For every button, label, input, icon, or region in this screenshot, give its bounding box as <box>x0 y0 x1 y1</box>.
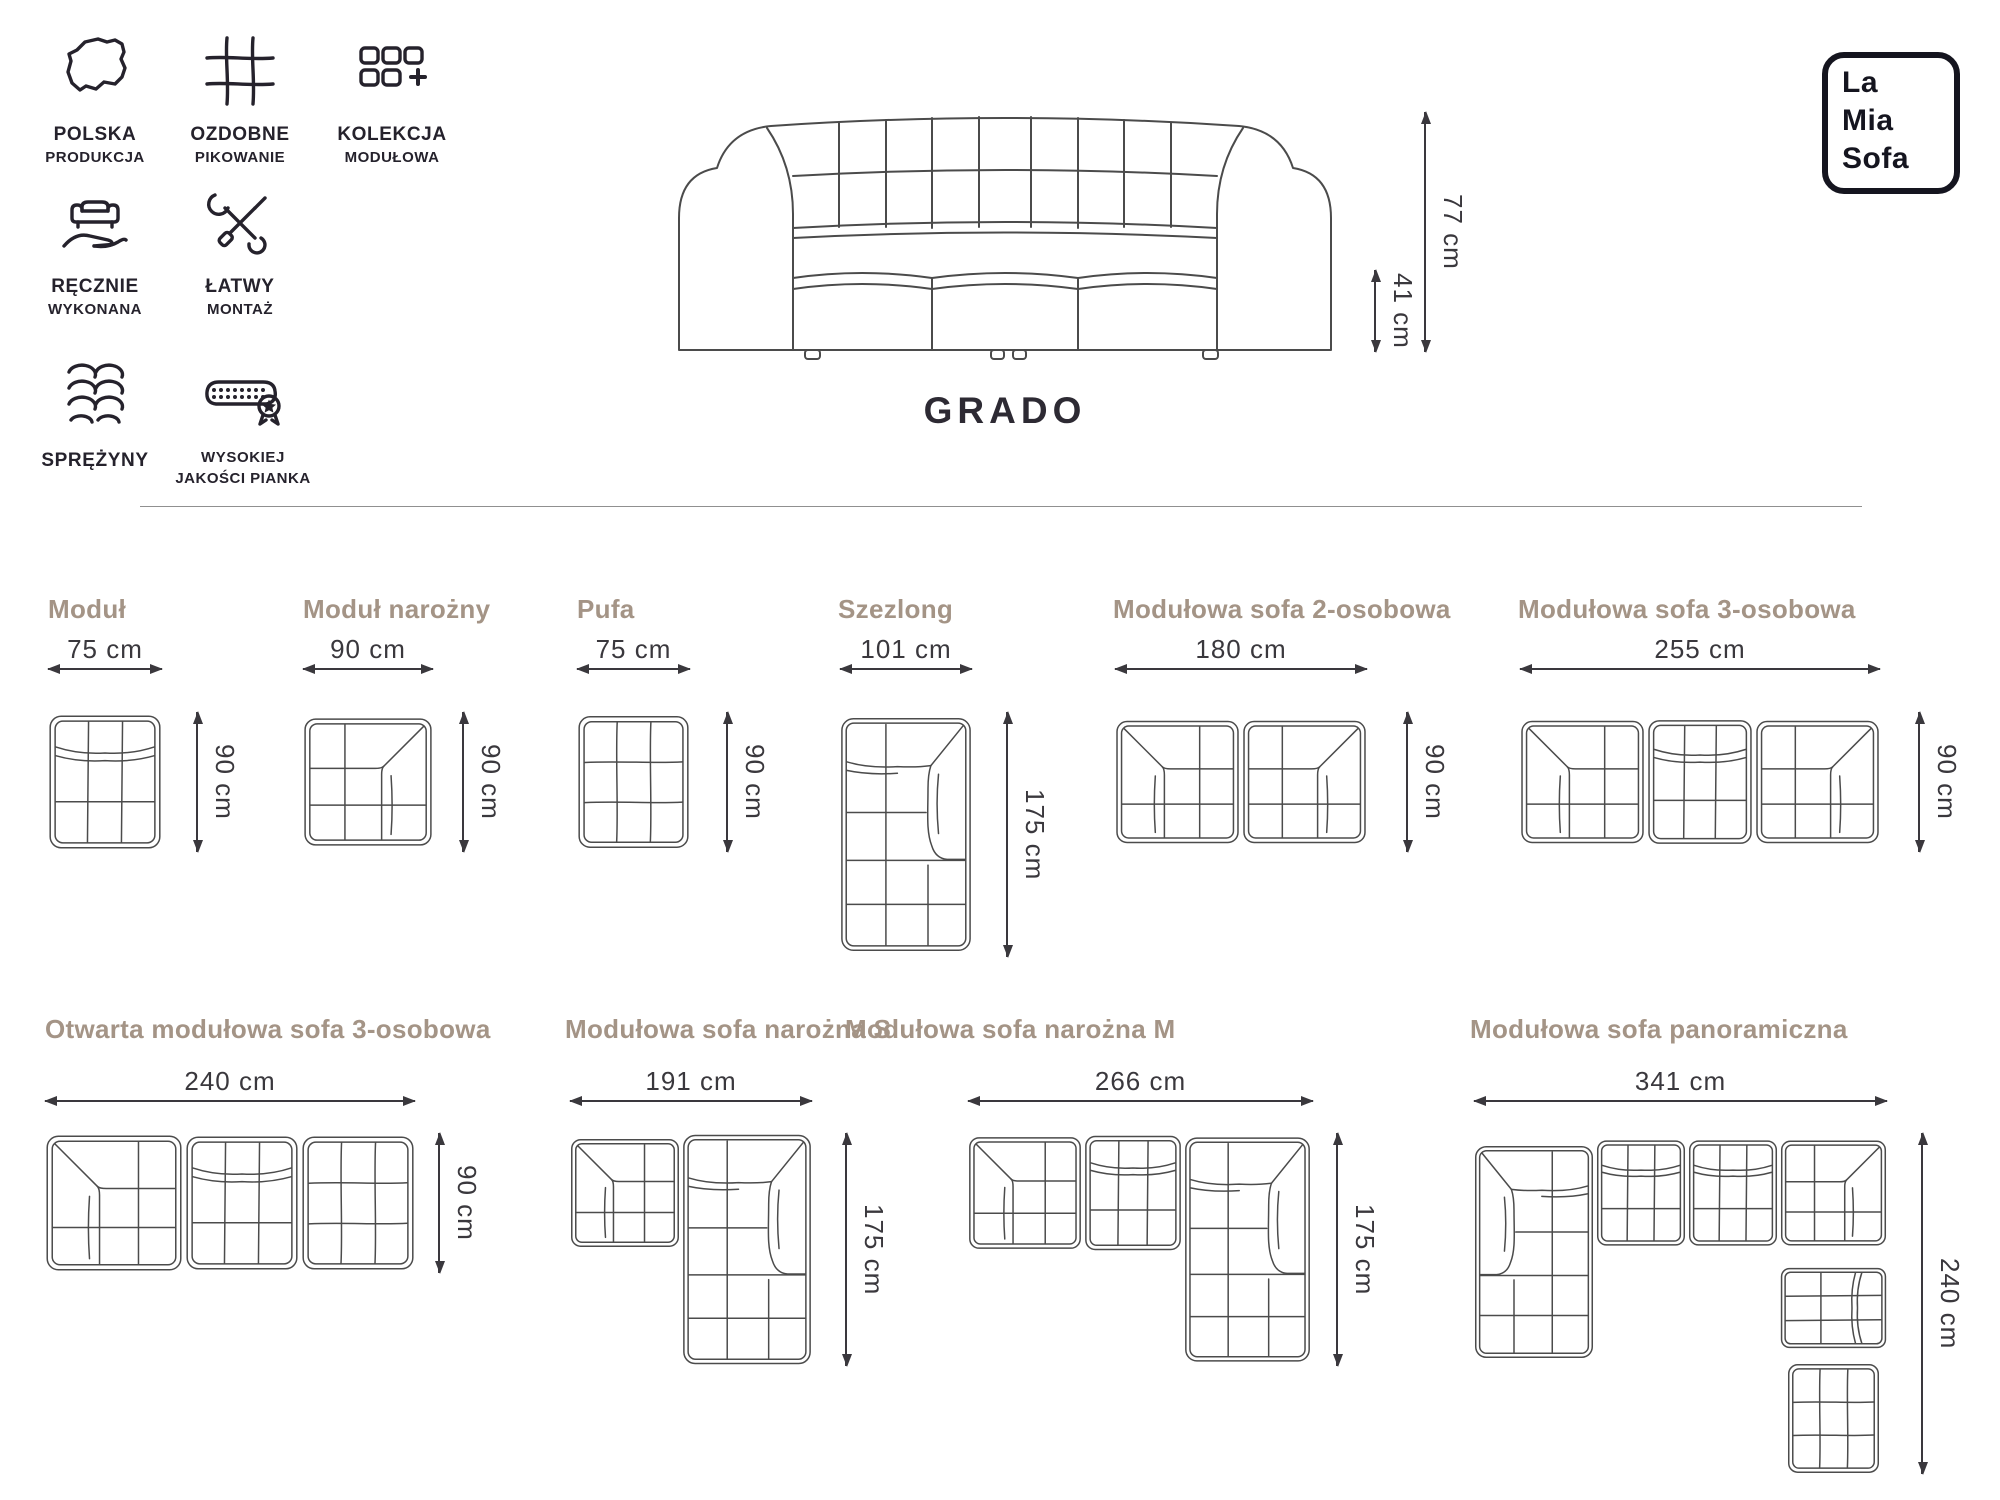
product-name: Modułowa sofa panoramiczna <box>1470 1014 1848 1044</box>
feature-sublabel: PIKOWANIE <box>194 148 286 166</box>
height-dimension-label: 90 cm <box>476 744 506 820</box>
height-dimension-arrow <box>1406 712 1408 852</box>
feature-recznie-wykonana <box>20 178 170 320</box>
feature-label: KOLEKCJA <box>337 124 447 145</box>
product-name: Otwarta modułowa sofa 3-osobowa <box>45 1014 491 1044</box>
logo-line: Sofa <box>1842 142 1910 175</box>
height-dimension-arrow <box>845 1133 847 1366</box>
chaise-top-view <box>840 712 972 957</box>
total-height-label: 77 cm <box>1438 194 1468 270</box>
height-dimension-arrow <box>196 712 198 852</box>
seat-height-arrow <box>1374 270 1376 352</box>
width-dimension-label: 101 cm <box>860 634 952 664</box>
feature-sublabel: WYKONANA <box>48 300 142 318</box>
feature-sublabel: MONTAŻ <box>206 300 274 318</box>
width-dimension-arrow <box>303 668 433 670</box>
tools-icon <box>197 178 283 266</box>
poland-map-icon <box>52 26 138 114</box>
open-sofa-3seat-top-view <box>45 1133 415 1273</box>
width-dimension-label: 341 cm <box>1634 1066 1727 1096</box>
product-name: Modułowa sofa 3-osobowa <box>1518 594 1856 624</box>
feature-sublabel: PRODUKCJA <box>45 148 145 166</box>
height-dimension-label: 175 cm <box>1350 1203 1380 1296</box>
width-dimension-label: 255 cm <box>1654 634 1746 664</box>
sofa-3seat-top-view <box>1520 712 1880 852</box>
panoramic-sofa-top-view <box>1474 1133 1887 1474</box>
module-top-view <box>48 712 162 852</box>
product-name: Modułowa sofa narożna S <box>565 1014 892 1044</box>
width-dimension-label: 180 cm <box>1195 634 1287 664</box>
height-dimension-arrow <box>1336 1133 1338 1366</box>
logo-line: Mia <box>1842 104 1894 137</box>
width-dimension-label: 266 cm <box>1094 1066 1187 1096</box>
sofa-front-view-drawing <box>655 78 1355 368</box>
quilting-grid-icon <box>197 26 283 114</box>
product-name: Moduł <box>48 594 127 624</box>
product-name: Modułowa sofa 2-osobowa <box>1113 594 1451 624</box>
logo-line: La <box>1842 66 1879 99</box>
modular-collection-icon <box>349 26 435 114</box>
product-name: Szezlong <box>838 594 954 624</box>
corner-sofa-s-top-view <box>570 1133 812 1366</box>
height-dimension-arrow <box>1918 712 1920 852</box>
width-dimension-arrow <box>1115 668 1367 670</box>
height-dimension-label: 175 cm <box>1020 788 1050 881</box>
width-dimension-arrow <box>48 668 162 670</box>
width-dimension-arrow <box>968 1100 1313 1102</box>
feature-ozdobne-pikowanie <box>165 26 315 168</box>
feature-label: ŁATWY <box>205 276 275 297</box>
height-dimension-label: 90 cm <box>740 744 770 820</box>
product-name: Modułowa sofa narożna M <box>845 1014 1176 1044</box>
feature-wysokiej-jakosci-pianka <box>148 352 338 489</box>
corner-sofa-m-top-view <box>968 1133 1311 1366</box>
width-dimension-label: 191 cm <box>645 1066 737 1096</box>
width-dimension-arrow <box>577 668 690 670</box>
width-dimension-arrow <box>840 668 972 670</box>
width-dimension-label: 240 cm <box>184 1066 276 1096</box>
feature-label: SPRĘŻYNY <box>41 450 149 471</box>
handmade-sofa-hand-icon <box>52 178 138 266</box>
feature-label: RĘCZNIE <box>51 276 139 297</box>
feature-label: POLSKA <box>53 124 137 145</box>
feature-sublabel: MODUŁOWA <box>344 148 440 166</box>
feature-latwy-montaz <box>165 178 315 320</box>
feature-label: WYSOKIEJ <box>201 449 285 466</box>
width-dimension-label: 90 cm <box>330 634 406 664</box>
width-dimension-arrow <box>570 1100 812 1102</box>
sofa-2seat-top-view <box>1115 712 1367 852</box>
section-divider <box>140 506 1862 507</box>
corner-module-top-view <box>303 712 433 852</box>
feature-polska-produkcja <box>20 26 170 168</box>
springs-icon <box>52 352 138 440</box>
height-dimension-label: 240 cm <box>1935 1257 1965 1350</box>
width-dimension-arrow <box>1520 668 1880 670</box>
brand-logo <box>1822 52 1960 194</box>
total-height-arrow <box>1424 112 1426 352</box>
height-dimension-arrow <box>438 1133 440 1273</box>
width-dimension-label: 75 cm <box>595 634 672 664</box>
height-dimension-arrow <box>1921 1133 1923 1474</box>
height-dimension-arrow <box>462 712 464 852</box>
pouf-top-view <box>577 712 690 852</box>
height-dimension-label: 90 cm <box>1420 744 1450 820</box>
height-dimension-label: 90 cm <box>210 744 240 820</box>
height-dimension-arrow <box>1006 712 1008 957</box>
feature-label: OZDOBNE <box>190 124 290 145</box>
seat-height-label: 41 cm <box>1388 273 1418 349</box>
width-dimension-arrow <box>45 1100 415 1102</box>
width-dimension-arrow <box>1474 1100 1887 1102</box>
product-name: Moduł narożny <box>303 594 491 624</box>
height-dimension-label: 175 cm <box>859 1203 889 1296</box>
feature-kolekcja-modulowa <box>312 26 472 168</box>
feature-sublabel: JAKOŚCI PIANKA <box>175 469 311 487</box>
height-dimension-label: 90 cm <box>1932 744 1962 820</box>
height-dimension-arrow <box>726 712 728 852</box>
height-dimension-label: 90 cm <box>452 1165 482 1241</box>
foam-quality-icon <box>195 352 291 440</box>
product-name: Pufa <box>577 594 635 624</box>
width-dimension-label: 75 cm <box>67 634 143 664</box>
product-title: GRADO <box>923 390 1087 431</box>
